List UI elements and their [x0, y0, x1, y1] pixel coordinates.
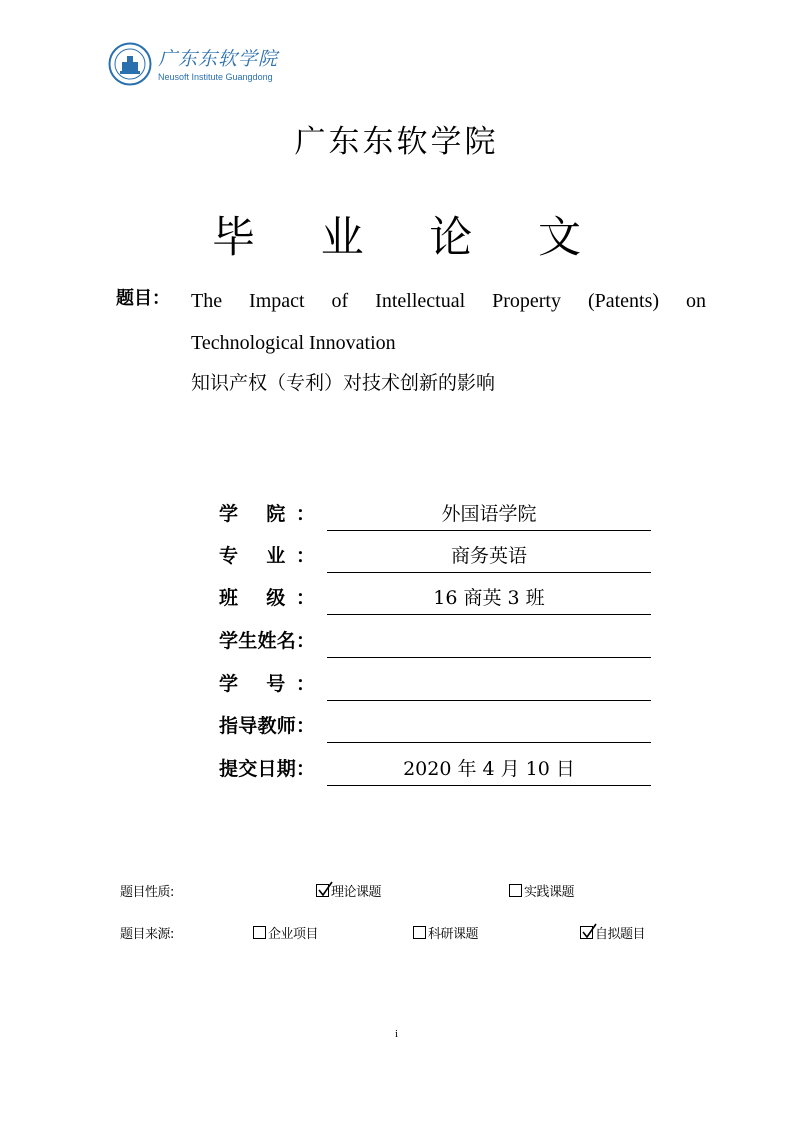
option-label: 自拟题目 — [595, 927, 646, 942]
option-research[interactable] — [413, 923, 478, 942]
field-underline — [327, 614, 651, 615]
field-label-class: 班 级： — [219, 587, 315, 609]
field-underline — [327, 530, 651, 531]
option-label: 实践课题 — [524, 885, 575, 900]
option-practice[interactable] — [509, 881, 574, 900]
field-label-advisor: 指导教师： — [219, 715, 315, 737]
topic-english-line-2: Technological Innovation — [191, 332, 396, 354]
topic-label: 题目： — [116, 288, 170, 309]
field-value-major: 商务英语 — [450, 545, 527, 567]
field-underline — [327, 785, 651, 786]
option-label: 理论课题 — [331, 885, 382, 900]
checkbox-checked-icon[interactable] — [316, 884, 329, 897]
school-name: 广东东软学院 — [294, 124, 499, 160]
topic-chinese: 知识产权（专利）对技术创新的影响 — [191, 372, 496, 394]
option-enterprise[interactable] — [253, 923, 318, 942]
field-label-major: 专 业： — [219, 545, 315, 567]
logo-name-en: Neusoft Institute Guangdong — [158, 72, 273, 82]
page-number: i — [394, 1028, 399, 1040]
option-label: 企业项目 — [268, 927, 319, 942]
field-value-class: 16 商英 3 班 — [433, 587, 545, 609]
option-self-proposed[interactable] — [580, 923, 645, 942]
field-value-college: 外国语学院 — [441, 503, 537, 525]
logo-name-cn: 广东东软学院 — [158, 48, 279, 70]
field-underline — [327, 657, 651, 658]
option-label: 科研课题 — [428, 927, 479, 942]
topic-nature-label: 题目性质: — [120, 885, 174, 900]
checkbox-checked-icon[interactable] — [580, 926, 593, 939]
field-underline — [327, 700, 651, 701]
option-theory[interactable] — [316, 881, 381, 900]
field-label-student-name: 学生姓名： — [219, 630, 315, 652]
checkbox-empty-icon[interactable] — [253, 926, 266, 939]
checkbox-empty-icon[interactable] — [509, 884, 522, 897]
checkbox-empty-icon[interactable] — [413, 926, 426, 939]
field-label-college: 学 院： — [219, 503, 315, 525]
document-title: 毕 业 论 文 — [211, 213, 607, 263]
field-value-submit-date: 2020 年 4 月 10 日 — [403, 758, 575, 780]
topic-english-line-1: The Impact of Intellectual Property (Patents) on — [191, 290, 706, 312]
school-seal-icon — [108, 42, 152, 86]
topic-source-label: 题目来源: — [120, 927, 174, 942]
field-underline — [327, 572, 651, 573]
field-label-student-id: 学 号： — [219, 673, 315, 695]
field-label-submit-date: 提交日期： — [219, 758, 315, 780]
school-logo — [108, 42, 278, 88]
field-underline — [327, 742, 651, 743]
